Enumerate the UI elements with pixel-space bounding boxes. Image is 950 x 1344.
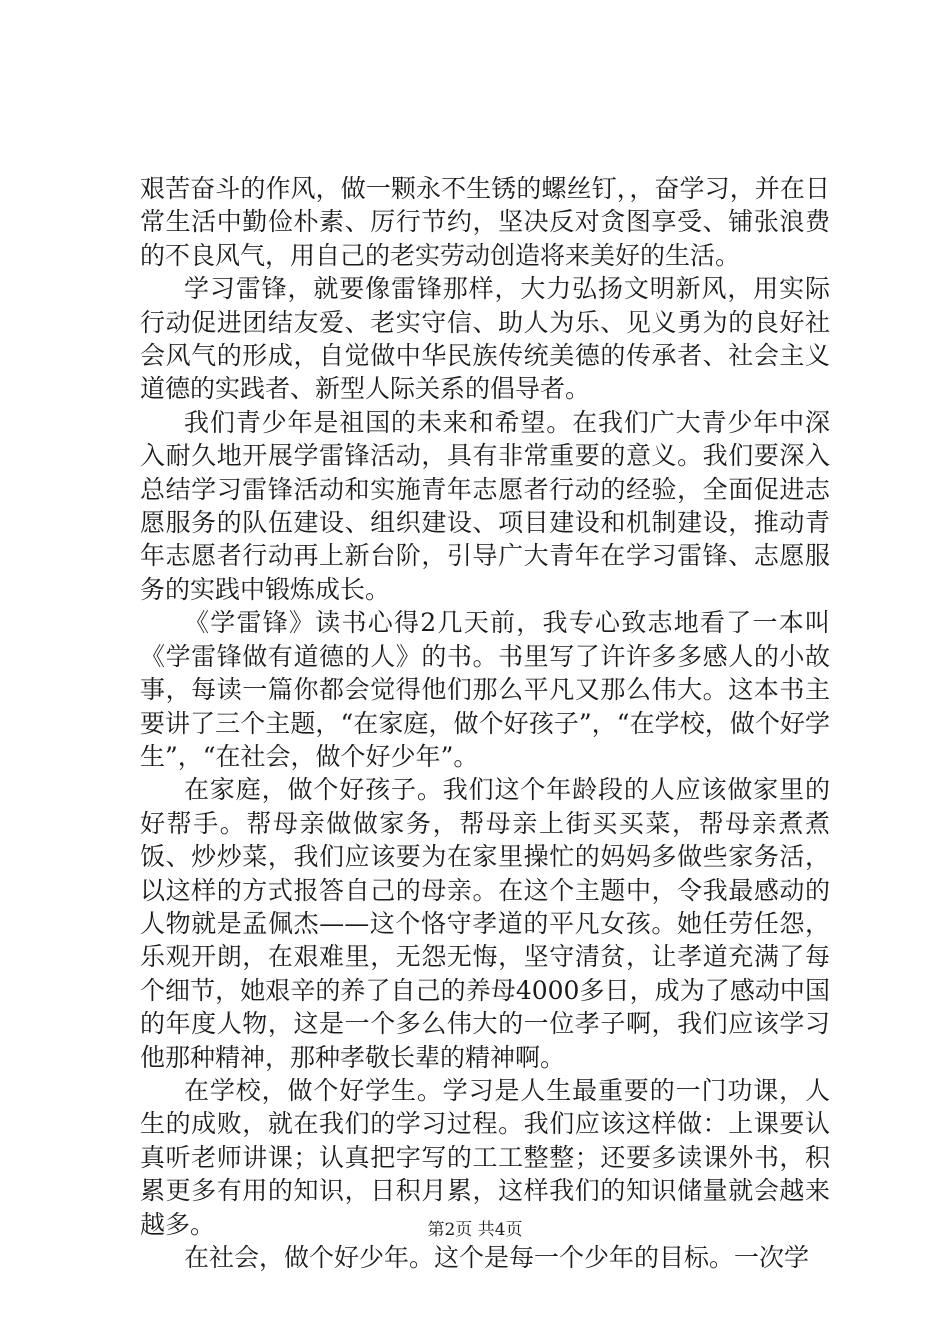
paragraph-3: 我们青少年是祖国的未来和希望。在我们广大青少年中深入耐久地开展学雷锋活动，具有非常重要的意义。我们要深入总结学习雷锋活动和实施青年志愿者行动的经验，全面促进志愿服务的队伍建设、组织建设、项目建设和机制建设，推动青年志愿者行动再上新台阶，引导广大青年在学习雷锋、志愿服务的实践中锻炼成长。 xyxy=(140,407,830,604)
paragraph-5: 在家庭，做个好孩子。我们这个年龄段的人应该做家里的好帮手。帮母亲做做家务，帮母亲上街买买菜，帮母亲煮煮饭、炒炒菜，我们应该要为在家里操忙的妈妈多做些家务活，以这样的方式报答自己的母亲。在这个主题中，令我最感动的人物就是孟佩杰——这个恪守孝道的平凡女孩。她任劳任怨，乐观开朗，在艰难里，无怨无悔，坚守清贫，让孝道充满了每个细节，她艰辛的养了自己的养母4000多日，成为了感动中国的年度人物，这是一个多么伟大的一位孝子啊，我们应该学习他那种精神，那种孝敬长辈的精神啊。 xyxy=(140,775,830,1072)
document-body xyxy=(140,172,830,1274)
paragraph-4: 《学雷锋》读书心得2几天前，我专心致志地看了一本叫《学雷锋做有道德的人》的书。书里写了许许多多感人的小故事，每读一篇你都会觉得他们那么平凡又那么伟大。这本书主要讲了三个主题，“在家庭，做个好孩子”，“在学校，做个好学生”，“在社会，做个好少年”。 xyxy=(140,608,830,771)
paragraph-2: 学习雷锋，就要像雷锋那样，大力弘扬文明新风，用实际行动促进团结友爱、老实守信、助人为乐、见义勇为的良好社会风气的形成，自觉做中华民族传统美德的传承者、社会主义道德的实践者、新型人际关系的倡导者。 xyxy=(140,274,830,404)
paragraph-1: 艰苦奋斗的作风，做一颗永不生锈的螺丝钉，，奋学习，并在日常生活中勤俭朴素、厉行节约，坚决反对贪图享受、铺张浪费的不良风气，用自己的老实劳动创造将来美好的生活。 xyxy=(140,174,830,270)
paragraph-6: 在学校，做个好学生。学习是人生最重要的一门功课，人生的成败，就在我们的学习过程。我们应该这样做：上课要认真听老师讲课；认真把字写的工工整整；还要多读课外书，积累更多有用的知识，日积月累，这样我们的知识储量就会越来越多。 xyxy=(140,1075,830,1239)
page-number-footer: 第2页 共4页 xyxy=(427,1220,523,1240)
paragraph-7: 在社会，做个好少年。这个是每一个少年的目标。一次学 xyxy=(184,1243,810,1272)
